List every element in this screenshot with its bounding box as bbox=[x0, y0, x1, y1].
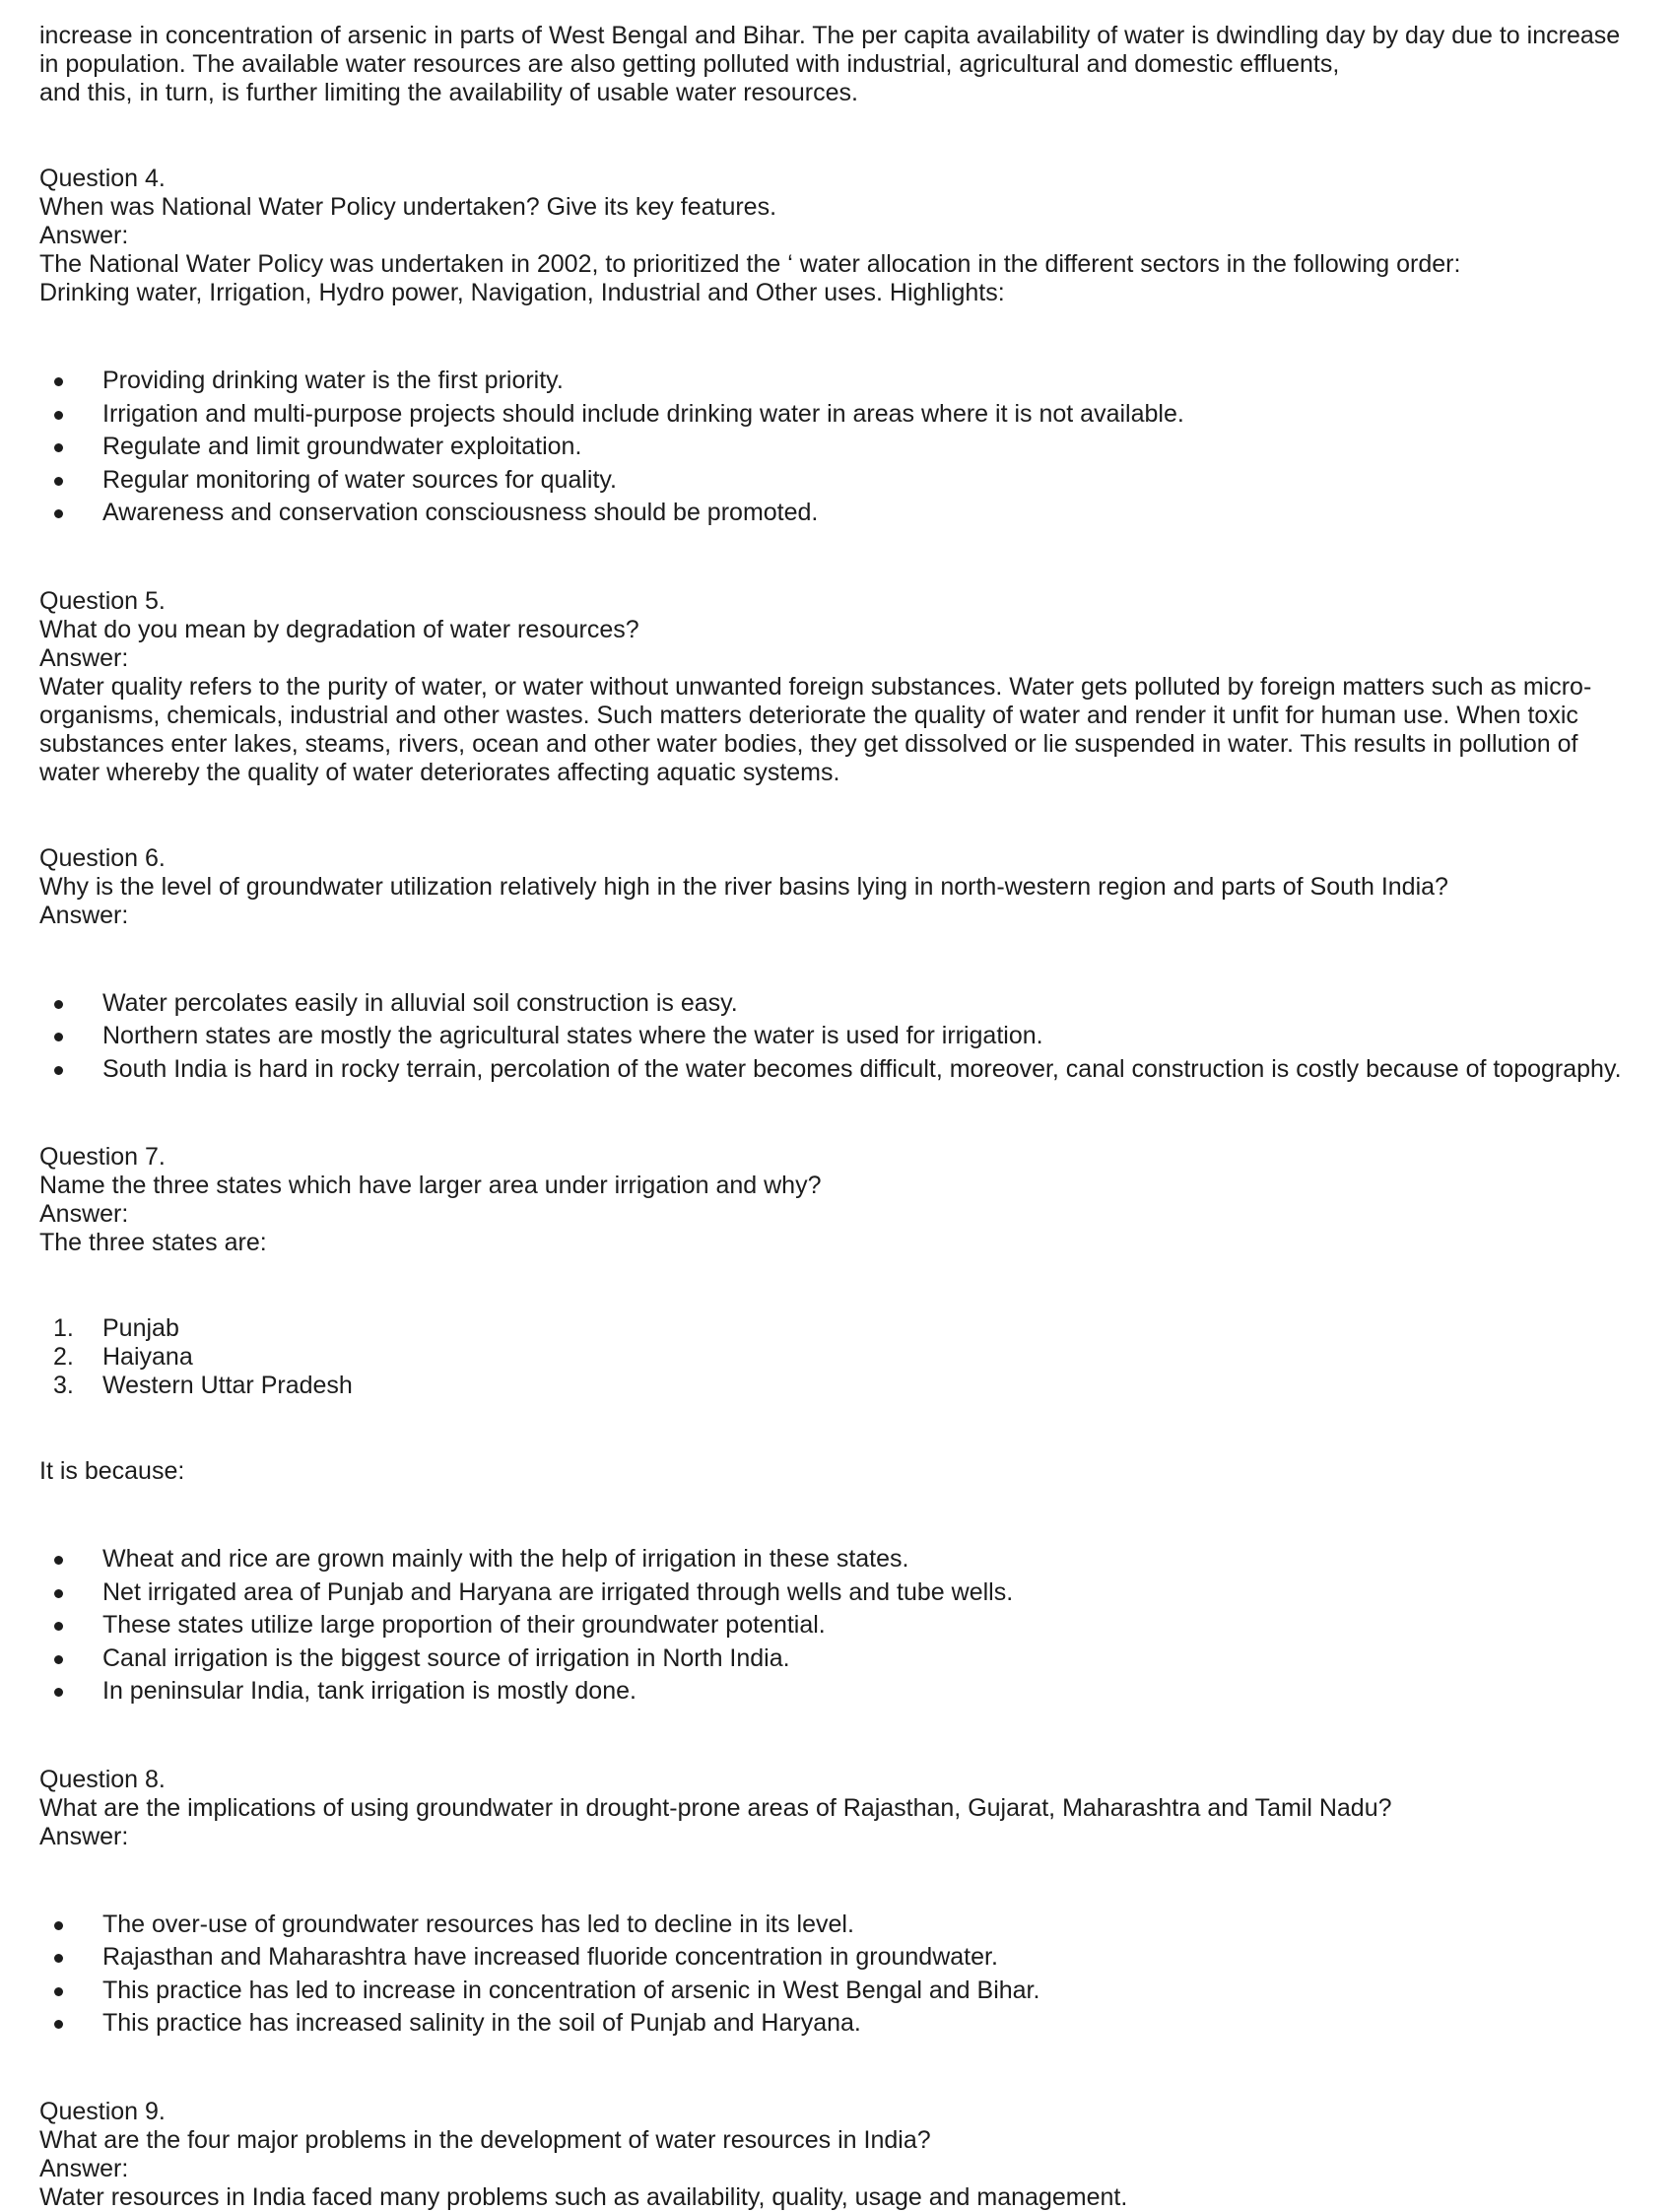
answer-label: Answer: bbox=[39, 1200, 129, 1228]
list-item: Rajasthan and Maharashtra have increased fluoride concentration in groundwater. bbox=[39, 1941, 1655, 1975]
numbered-list bbox=[39, 1314, 1655, 1400]
answer-line: It is because: bbox=[39, 1457, 185, 1485]
question-label: Question 6. bbox=[39, 843, 166, 872]
list-item: Northern states are mostly the agricultural states where the water is used for irrigation. bbox=[39, 1020, 1655, 1053]
question-label: Question 8. bbox=[39, 1765, 166, 1793]
list-item: This practice has led to increase in concentration of arsenic in West Bengal and Bihar. bbox=[39, 1975, 1655, 2008]
question-text: Name the three states which have larger area under irrigation and why? bbox=[39, 1172, 822, 1199]
list-item: Regulate and limit groundwater exploitation. bbox=[39, 431, 1655, 464]
list-item: In peninsular India, tank irrigation is mostly done. bbox=[39, 1675, 1655, 1709]
answer-line: Drinking water, Irrigation, Hydro power, Navigation, Industrial and Other uses. Highlights: bbox=[39, 279, 1005, 306]
list-item: South India is hard in rocky terrain, percolation of the water becomes difficult, moreover, canal construction is costly because of topography. bbox=[39, 1053, 1655, 1087]
intro-paragraph bbox=[39, 22, 1655, 107]
list-item: These states utilize large proportion of their groundwater potential. bbox=[39, 1609, 1655, 1642]
question-6-section bbox=[39, 844, 1655, 1087]
bullet-list bbox=[39, 987, 1655, 1087]
list-item bbox=[39, 1372, 1655, 1400]
intro-line: increase in concentration of arsenic in parts of West Bengal and Bihar. The per capita availability of water is dwindling day by day due to increase bbox=[39, 22, 1621, 49]
list-item: The over-use of groundwater resources has led to decline in its level. bbox=[39, 1909, 1655, 1942]
list-item: Net irrigated area of Punjab and Haryana are irrigated through wells and tube wells. bbox=[39, 1576, 1655, 1610]
question-label: Question 5. bbox=[39, 586, 166, 615]
list-item: Providing drinking water is the first priority. bbox=[39, 365, 1655, 398]
list-item: Wheat and rice are grown mainly with the help of irrigation in these states. bbox=[39, 1543, 1655, 1576]
answer-label: Answer: bbox=[39, 222, 129, 249]
intro-line: in population. The available water resources are also getting polluted with industrial, agricultural and domestic effluents, bbox=[39, 50, 1340, 78]
list-item-text: Western Uttar Pradesh bbox=[102, 1372, 353, 1399]
question-label: Question 7. bbox=[39, 1143, 166, 1171]
question-text: When was National Water Policy undertaken? Give its key features. bbox=[39, 193, 777, 221]
answer-line: The National Water Policy was undertaken in 2002, to prioritized the ‘ water allocation in the different sectors in the following order: bbox=[39, 250, 1461, 278]
list-item: Irrigation and multi-purpose projects should include drinking water in areas where it is not available. bbox=[39, 398, 1655, 432]
question-text: What are the implications of using groundwater in drought-prone areas of Rajasthan, Gujarat, Maharashtra and Tamil Nadu? bbox=[39, 1793, 1392, 1822]
question-label: Question 4. bbox=[39, 165, 166, 192]
list-number: 1. bbox=[53, 1314, 74, 1342]
answer-label: Answer: bbox=[39, 643, 129, 672]
answer-line: organisms, chemicals, industrial and other wastes. Such matters deteriorate the quality of water and render it unfit for human use. When toxic bbox=[39, 701, 1578, 729]
list-number: 3. bbox=[53, 1372, 74, 1399]
answer-label: Answer: bbox=[39, 1822, 129, 1850]
list-item-text: Punjab bbox=[102, 1314, 179, 1342]
question-label: Question 9. bbox=[39, 2097, 166, 2125]
list-item-text: Haiyana bbox=[102, 1343, 193, 1371]
answer-line: Water quality refers to the purity of water, or water without unwanted foreign substances. Water gets polluted by foreign matters such as micro- bbox=[39, 672, 1592, 701]
list-item bbox=[39, 1343, 1655, 1372]
answer-line: substances enter lakes, steams, rivers, ocean and other water bodies, they get dissolved or lie suspended in water. This results in pollution of bbox=[39, 729, 1578, 758]
list-item: This practice has increased salinity in the soil of Punjab and Haryana. bbox=[39, 2007, 1655, 2041]
question-5-section bbox=[39, 587, 1655, 787]
question-4-section bbox=[39, 165, 1655, 530]
answer-line: The three states are: bbox=[39, 1229, 267, 1256]
answer-label: Answer: bbox=[39, 2154, 129, 2182]
question-text: What do you mean by degradation of water resources? bbox=[39, 615, 639, 643]
bullet-list bbox=[39, 365, 1655, 530]
bullet-list bbox=[39, 1909, 1655, 2041]
bullet-list bbox=[39, 1543, 1655, 1709]
question-7-section bbox=[39, 1143, 1655, 1709]
list-item: Water percolates easily in alluvial soil construction is easy. bbox=[39, 987, 1655, 1021]
question-9-section bbox=[39, 2098, 1655, 2212]
list-number: 2. bbox=[53, 1343, 74, 1371]
document-page bbox=[39, 22, 1655, 2212]
answer-line: water whereby the quality of water deteriorates affecting aquatic systems. bbox=[39, 758, 840, 786]
list-item: Canal irrigation is the biggest source of irrigation in North India. bbox=[39, 1642, 1655, 1676]
answer-label: Answer: bbox=[39, 901, 129, 929]
list-item: Regular monitoring of water sources for quality. bbox=[39, 464, 1655, 498]
list-item: Awareness and conservation consciousness should be promoted. bbox=[39, 497, 1655, 530]
list-item bbox=[39, 1314, 1655, 1343]
question-text: What are the four major problems in the development of water resources in India? bbox=[39, 2125, 931, 2154]
answer-line: Water resources in India faced many problems such as availability, quality, usage and management. bbox=[39, 2182, 1128, 2211]
intro-line: and this, in turn, is further limiting the availability of usable water resources. bbox=[39, 79, 858, 106]
question-text: Why is the level of groundwater utilization relatively high in the river basins lying in north-western region and parts of South India? bbox=[39, 872, 1448, 901]
question-8-section bbox=[39, 1766, 1655, 2041]
